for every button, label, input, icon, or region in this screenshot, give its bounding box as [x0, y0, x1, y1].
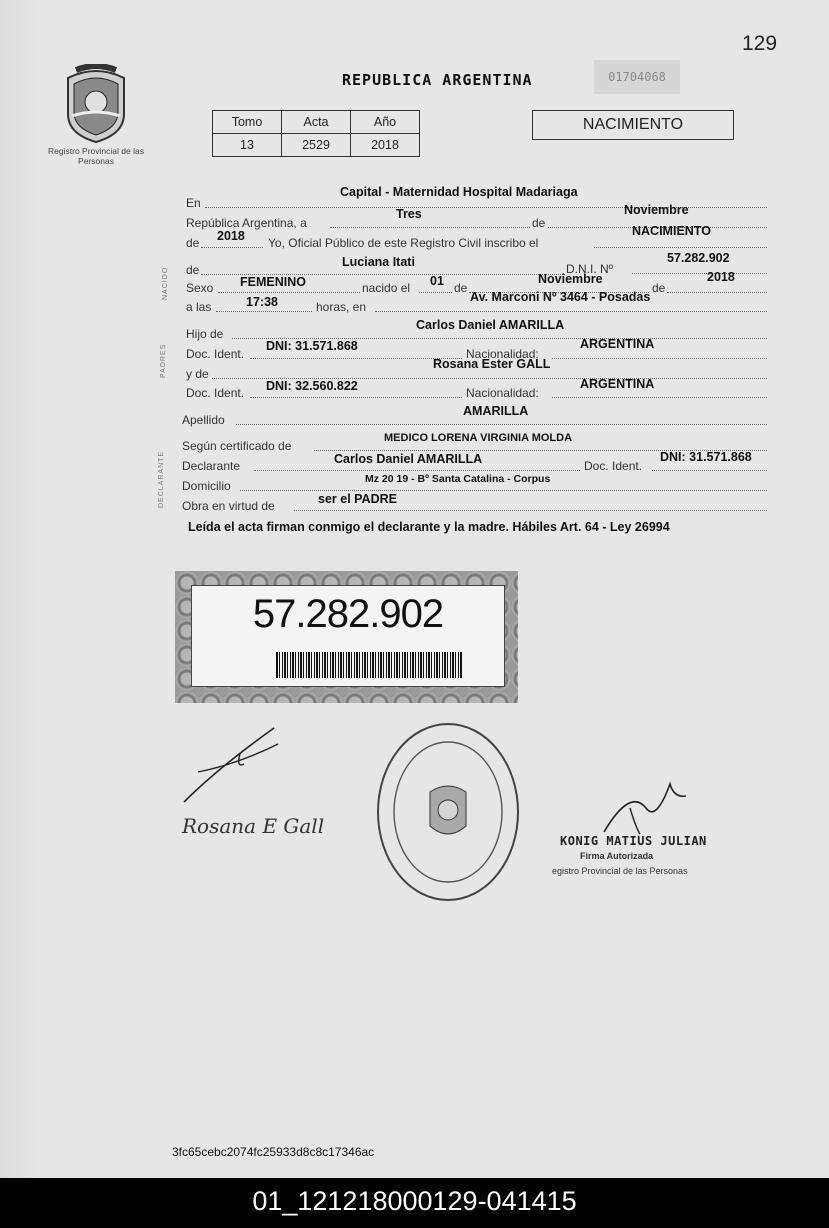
declarante-doc-label: Doc. Ident.: [584, 459, 643, 473]
en-label: En: [186, 196, 201, 210]
apellido-label: Apellido: [182, 413, 225, 427]
father-nat-value: ARGENTINA: [580, 337, 655, 351]
document-hash: 3fc65cebc2074fc25933d8c8c17346ac: [172, 1145, 375, 1159]
sexo-value: FEMENINO: [240, 275, 306, 289]
birth-place-value: Av. Marconi Nº 3464 - Posadas: [470, 290, 651, 304]
de-label-5: de: [652, 281, 666, 295]
father-doc-value: DNI: 31.571.868: [266, 339, 358, 353]
y-de-label: y de: [186, 367, 209, 381]
dni-label: D.N.I. Nº: [566, 262, 614, 276]
anio-header: Año: [351, 111, 420, 134]
event-value: NACIMIENTO: [632, 224, 711, 238]
tomo-value: 13: [213, 134, 282, 157]
acta-value: 2529: [282, 134, 351, 157]
barcode-icon: [276, 652, 462, 678]
father-name-value: Carlos Daniel AMARILLA: [416, 318, 565, 332]
place-value: Capital - Maternidad Hospital Madariaga: [340, 185, 578, 199]
provincial-emblem-icon: [62, 64, 130, 144]
anio-value: 2018: [351, 134, 420, 157]
time-value: 17:38: [246, 295, 278, 309]
mother-doc-label: Doc. Ident.: [186, 386, 245, 400]
month-word-value: Noviembre: [624, 203, 689, 217]
mother-nat-label: Nacionalidad:: [466, 386, 539, 400]
acta-header: Acta: [282, 111, 351, 134]
record-type-box: NACIMIENTO: [532, 110, 734, 140]
mother-name-value: Rosana Ester GALL: [433, 357, 551, 371]
registry-table: [212, 110, 420, 157]
scan-file-id: 01_121218000129-041415: [0, 1178, 829, 1228]
cert-label: Según certificado de: [182, 439, 292, 453]
obra-value: ser el PADRE: [318, 492, 397, 506]
obra-label: Obra en virtud de: [182, 499, 275, 513]
tomo-header: Tomo: [213, 111, 282, 134]
serial-number: 01704068: [594, 60, 680, 94]
official-role: Firma Autorizada: [580, 851, 654, 861]
document-title: REPUBLICA ARGENTINA: [342, 71, 533, 89]
closing-statement: Leída el acta firman conmigo el declarante y la madre. Hábiles Art. 64 - Ley 26994: [188, 520, 670, 534]
registry-label: Registro Provincial de las Personas: [48, 146, 144, 166]
a-las-label: a las: [186, 300, 212, 314]
barcode-number: 57.282.902: [252, 592, 444, 636]
mother-doc-value: DNI: 32.560.822: [266, 379, 358, 393]
birth-year-value: 2018: [707, 270, 735, 284]
side-label-declarante: DECLARANTE: [158, 450, 165, 508]
de-label-4: de: [454, 281, 468, 295]
side-label-padres: PADRES: [160, 343, 167, 378]
de-label-3: de: [186, 263, 200, 277]
de-label-2: de: [186, 236, 200, 250]
child-name-value: Luciana Itati: [342, 255, 415, 269]
declarante-signature-icon: [178, 724, 288, 808]
birth-month-value: Noviembre: [538, 272, 603, 286]
child-dni-value: 57.282.902: [667, 251, 730, 265]
father-nat-label: Nacionalidad:: [466, 347, 539, 361]
official-org: egistro Provincial de las Personas: [552, 866, 688, 876]
dni-barcode-sticker: [175, 571, 518, 703]
republica-label: República Argentina, a: [186, 216, 307, 230]
official-seal-icon: [372, 718, 524, 906]
day-word-value: Tres: [396, 207, 422, 221]
domicilio-value: Mz 20 19 - Bº Santa Catalina - Corpus: [365, 473, 551, 485]
surname-value: AMARILLA: [463, 404, 529, 418]
nacido-label: nacido el: [362, 281, 411, 295]
de-label: de: [532, 216, 546, 230]
page-number: 129: [742, 32, 778, 55]
sexo-label: Sexo: [186, 281, 214, 295]
oficial-text: Yo, Oficial Público de este Registro Civil inscribo el: [268, 236, 539, 250]
official-signature-icon: [600, 778, 690, 838]
hijo-label: Hijo de: [186, 327, 224, 341]
birth-day-value: 01: [430, 274, 444, 288]
father-doc-label: Doc. Ident.: [186, 347, 245, 361]
cert-value: MEDICO LORENA VIRGINIA MOLDA: [384, 432, 573, 444]
seal-text: [380, 900, 520, 901]
mother-signature: Rosana E Gall: [182, 814, 325, 838]
official-name: KONIG MATIUS JULIAN: [560, 834, 707, 848]
barcode-label: [191, 585, 505, 687]
declarante-label: Declarante: [182, 459, 241, 473]
domicilio-label: Domicilio: [182, 479, 231, 493]
declarante-value: Carlos Daniel AMARILLA: [334, 452, 483, 466]
mother-nat-value: ARGENTINA: [580, 377, 655, 391]
side-label-nacido: NACIDO: [162, 266, 169, 300]
year-value: 2018: [217, 229, 245, 243]
horas-label: horas, en: [316, 300, 367, 314]
declarante-doc-value: DNI: 31.571.868: [660, 450, 752, 464]
